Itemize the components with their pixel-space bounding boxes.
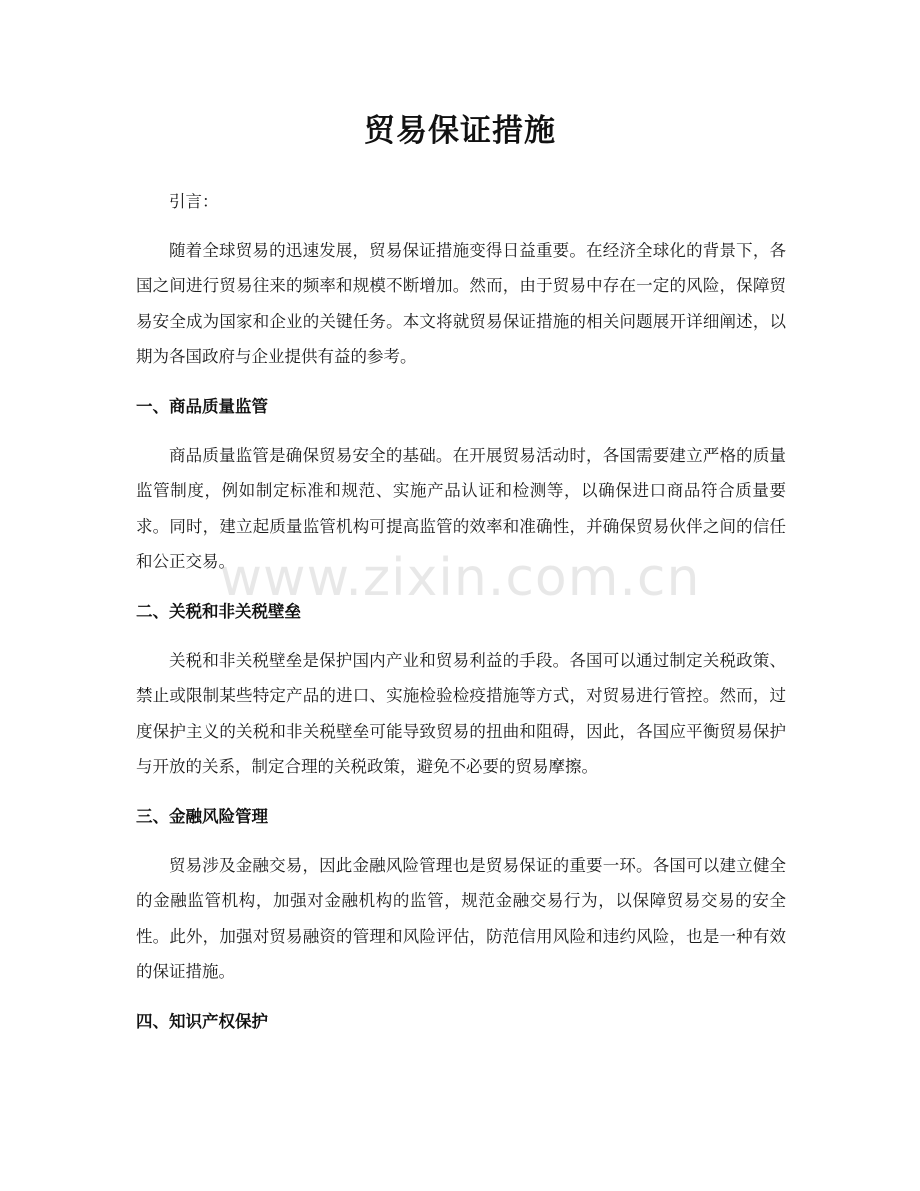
section-heading-3: 三、金融风险管理 — [136, 806, 268, 826]
section-heading-1: 一、商品质量监管 — [136, 396, 268, 416]
watermark: www.zixin.com.cn — [219, 548, 701, 608]
section-paragraph-2: 关税和非关税壁垒是保护国内产业和贸易利益的手段。各国可以通过制定关税政策、禁止或限制某些特定产品的进口、实施检验检疫措施等方式，对贸易进行管控。然而，过度保护主义的关税和非关税壁垒可能导致贸易的扭曲和阻碍，因此，各国应平衡贸易保护与开放的关系，制定合理的关税政策，避免不必要的贸易摩擦。 — [136, 650, 786, 776]
intro-label: 引言： — [169, 192, 219, 211]
section-paragraph-1: 商品质量监管是确保贸易安全的基础。在开展贸易活动时，各国需要建立严格的质量监管制度，例如制定标准和规范、实施产品认证和检测等，以确保进口商品符合质量要求。同时，建立起质量监管机构可提高监管的效率和准确性，并确保贸易伙伴之间的信任和公正交易。 — [136, 445, 786, 571]
intro-paragraph: 随着全球贸易的迅速发展，贸易保证措施变得日益重要。在经济全球化的背景下，各国之间进行贸易往来的频率和规模不断增加。然而，由于贸易中存在一定的风险，保障贸易安全成为国家和企业的关键任务。本文将就贸易保证措施的相关问题展开详细阐述，以期为各国政府与企业提供有益的参考。 — [136, 240, 786, 366]
document-body — [136, 184, 786, 1039]
document-title: 贸易保证措施 — [364, 113, 556, 149]
section-paragraph-3: 贸易涉及金融交易，因此金融风险管理也是贸易保证的重要一环。各国可以建立健全的金融监管机构，加强对金融机构的监管，规范金融交易行为，以保障贸易交易的安全性。此外，加强对贸易融资的管理和风险评估，防范信用风险和违约风险，也是一种有效的保证措施。 — [136, 855, 786, 981]
section-heading-2: 二、关税和非关税壁垒 — [136, 601, 301, 621]
section-heading-4: 四、知识产权保护 — [136, 1011, 268, 1031]
